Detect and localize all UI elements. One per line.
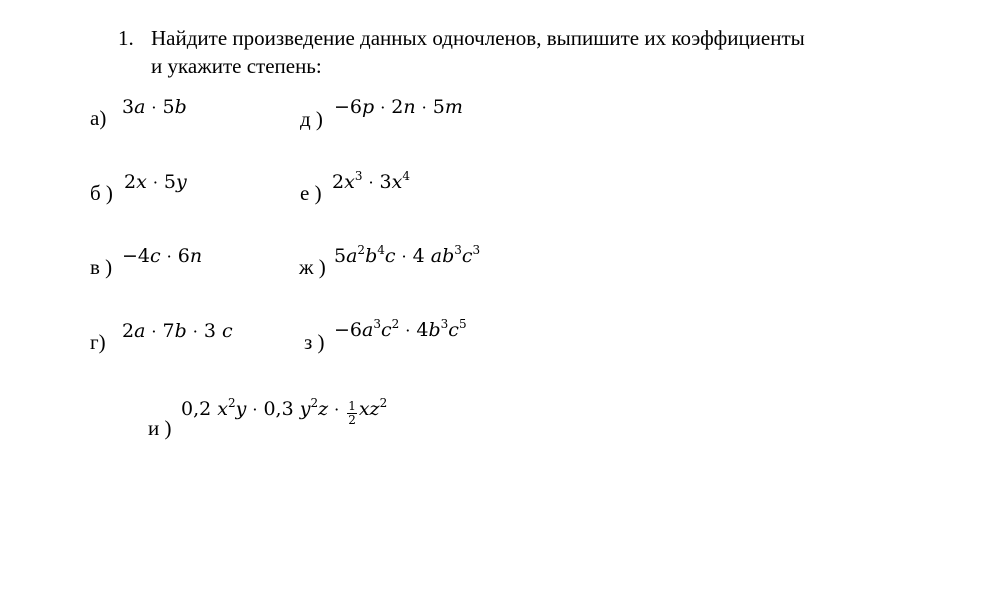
item-expr-g: 2a · 7b · 3 c: [122, 320, 233, 342]
item-label-b: б ): [90, 181, 113, 205]
task-number: 1.: [118, 26, 134, 50]
fraction-one-half: $\frac{1}{2}$: [348, 399, 356, 427]
item-label-a: а): [90, 106, 107, 130]
item-label-v: в ): [90, 255, 113, 279]
item-expr-i: 0,2 $x^2y \cdot 0,3$ $y^2z$ · $\frac{1}{2}$ $xz^2$: [181, 396, 388, 427]
task-text-line-2: и укажите степень:: [151, 54, 322, 78]
item-expr-v: −4c · 6n: [122, 245, 203, 267]
item-expr-d: −6p · 2n · 5m: [334, 96, 463, 118]
item-label-zh: ж ): [299, 255, 326, 279]
item-label-i: и ): [148, 416, 172, 440]
item-label-g: г): [90, 330, 106, 354]
item-expr-a: 3a · 5b: [122, 96, 187, 118]
item-label-d: д ): [300, 107, 323, 131]
item-expr-z: $-6a^3c^2 \cdot 4b^3c^5$: [334, 317, 467, 341]
item-expr-e: $2x^3 \cdot 3x^4$: [332, 169, 410, 193]
item-expr-b: 2x · 5y: [124, 171, 187, 193]
task-text-line-1: Найдите произведение данных одночленов, выпишите их коэффициенты: [151, 26, 805, 50]
item-label-e: е ): [300, 181, 322, 205]
item-label-z: з ): [304, 330, 325, 354]
item-expr-zh: $5a^2b^4c \cdot 4$ $ab^3c^3$: [334, 243, 481, 267]
